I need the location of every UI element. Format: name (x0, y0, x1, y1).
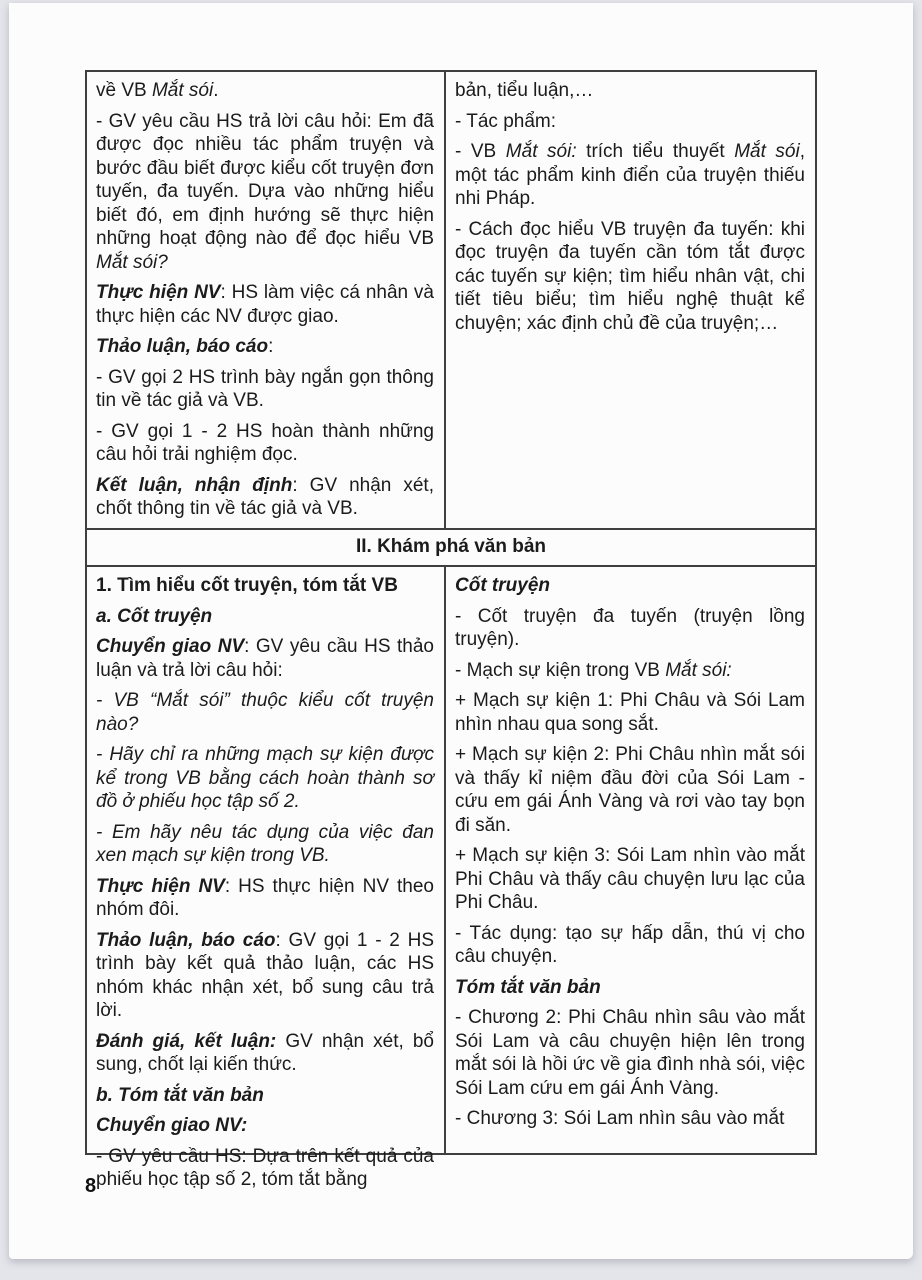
text-run: - Chương 2: Phi Châu nhìn sâu vào mắt Sói Lam và câu chuyện hiện lên trong mắt sói là hồi ức về gia đình nhà sói, việc Sói Lam cứu em gái Ánh Vàng. (455, 1007, 805, 1099)
paragraph (96, 1114, 434, 1138)
text-run: : GV yêu cầu HS thảo luận và trả lời câu hỏi: (96, 636, 434, 681)
paragraph (96, 110, 434, 275)
text-run: bản, tiểu luận,… (455, 80, 594, 101)
paragraph (455, 140, 805, 211)
paragraph (96, 635, 434, 682)
row2-expected-outcomes-cell (446, 567, 815, 1153)
paragraph (96, 689, 434, 736)
text-run: Mắt sói (151, 80, 214, 101)
text-run: - Tác phẩm: (455, 110, 557, 132)
text-run: - GV yêu cầu HS trả lời câu hỏi: Em đã được đọc nhiều tác phẩm truyện và bước đầu biết được kiểu cốt truyện đơn tuyến, đa tuyến. Dựa vào những hiểu biết đó, em định hướng sẽ thực hiện những hoạt động nào để đọc hiểu VB (96, 110, 434, 249)
text-run: : HS làm việc cá nhân và thực hiện các NV được giao. (96, 282, 434, 327)
text-run: Mắt sói: (665, 659, 732, 681)
text-run: - Mạch sự kiện trong VB (455, 659, 666, 681)
text-run: GV nhận xét, bổ sung, chốt lại kiến thức. (96, 1030, 434, 1075)
text-run: - VB “Mắt sói” thuộc kiểu cốt truyện nào? (96, 690, 434, 735)
paragraph (96, 1145, 434, 1192)
paragraph (96, 1084, 434, 1108)
text-run: . (213, 80, 219, 101)
text-run: Thực hiện NV (96, 875, 225, 897)
text-run: Tóm tắt văn bản (455, 976, 601, 998)
text-run: - VB (455, 141, 506, 162)
paragraph (455, 976, 805, 1000)
row1-expected-outcomes-cell (446, 72, 815, 528)
text-run: trích tiểu thuyết (576, 141, 735, 162)
paragraph (455, 605, 805, 652)
section-header: II. Khám phá văn bản (87, 528, 815, 567)
text-run: + Mạch sự kiện 1: Phi Châu và Sói Lam nhìn nhau qua song sắt. (455, 690, 805, 735)
paragraph (455, 574, 805, 598)
paragraph (96, 79, 434, 103)
paragraph (455, 743, 805, 837)
paragraph (96, 875, 434, 922)
text-run: Mắt sói (734, 141, 800, 162)
paragraph (96, 281, 434, 328)
paragraph (455, 689, 805, 736)
text-run: + Mạch sự kiện 3: Sói Lam nhìn vào mắt Phi Châu và thấy câu chuyện lưu lạc của Phi Châu. (455, 845, 805, 913)
paragraph (455, 1006, 805, 1100)
paragraph (455, 844, 805, 915)
text-run: Mắt sói? (96, 251, 168, 273)
text-run: Thực hiện NV (96, 282, 221, 303)
paragraph (455, 922, 805, 969)
text-run: Kết luận, nhận định (96, 474, 293, 496)
text-run: - GV gọi 1 - 2 HS hoàn thành những câu hỏi trải nghiệm đọc. (96, 420, 434, 465)
paragraph (455, 218, 805, 336)
text-run: : GV nhận xét, chốt thông tin về tác giả và VB. (96, 474, 434, 519)
text-run: về VB (96, 80, 152, 101)
text-run: : HS thực hiện NV theo nhóm đôi. (96, 875, 434, 920)
text-run: - Em hãy nêu tác dụng của việc đan xen mạch sự kiện trong VB. (96, 821, 434, 866)
paragraph (96, 605, 434, 629)
table-row (87, 567, 815, 1190)
paragraph (96, 420, 434, 467)
paragraph (96, 743, 434, 814)
text-run: Đánh giá, kết luận: (96, 1030, 277, 1052)
text-run: a. Cốt truyện (96, 605, 213, 627)
text-run: + Mạch sự kiện 2: Phi Châu nhìn mắt sói và thấy kỉ niệm đầu đời của Sói Lam - cứu em gái Ánh Vàng và rơi vào tay bọn đi săn. (455, 744, 805, 836)
text-run: Chuyển giao NV (96, 636, 245, 657)
text-run: Cốt truyện (455, 575, 550, 596)
text-run: 1. Tìm hiểu cốt truyện, tóm tắt VB (96, 575, 398, 596)
paragraph (96, 574, 434, 598)
paragraph (96, 366, 434, 413)
text-run: - Chương 3: Sói Lam nhìn sâu vào mắt (455, 1108, 785, 1129)
lesson-plan-table (85, 70, 817, 1190)
text-run: b. Tóm tắt văn bản (96, 1084, 264, 1106)
paragraph (455, 110, 805, 134)
text-run: : (268, 336, 274, 357)
text-run: Thảo luận, báo cáo (96, 929, 276, 951)
paragraph (455, 659, 805, 683)
text-run: Thảo luận, báo cáo (96, 336, 269, 357)
text-run: - Cách đọc hiểu VB truyện đa tuyến: khi đọc truyện đa tuyến cần tóm tắt được các tuyến sự kiện; tìm hiểu nhân vật, chi tiết tiêu biểu; tìm hiểu nghệ thuật kể chuyện; xác định chủ đề của truyện;… (455, 218, 805, 334)
paragraph (96, 1030, 434, 1077)
text-run: - GV yêu cầu HS: Dựa trên kết quả của phiếu học tập số 2, tóm tắt bằng (96, 1145, 434, 1190)
paragraph (96, 335, 434, 359)
text-run: - Cốt truyện đa tuyến (truyện lồng truyện). (455, 605, 805, 650)
document-page (9, 3, 913, 1259)
text-run: Chuyển giao NV: (96, 1115, 248, 1136)
text-run: Mắt sói: (505, 141, 577, 162)
text-run: - Hãy chỉ ra những mạch sự kiện được kể trong VB bằng cách hoàn thành sơ đồ ở phiếu học tập số 2. (96, 744, 434, 812)
paragraph (96, 821, 434, 868)
text-run: : GV gọi 1 - 2 HS trình bày kết quả thảo luận, các HS nhóm khác nhận xét, bổ sung câu trả lời. (96, 929, 434, 1021)
text-run: - Tác dụng: tạo sự hấp dẫn, thú vị cho câu chuyện. (455, 922, 805, 967)
paragraph (96, 929, 434, 1023)
text-run: - GV gọi 2 HS trình bày ngắn gọn thông tin về tác giả và VB. (96, 366, 434, 411)
paragraph (96, 474, 434, 521)
text-run: , một tác phẩm kinh điển của truyện thiếu nhi Pháp. (455, 141, 805, 209)
paragraph (455, 79, 805, 103)
table-row (87, 72, 815, 528)
row1-teacher-activities-cell (87, 72, 446, 528)
paragraph (455, 1107, 805, 1131)
page-number: 8 (85, 1175, 97, 1197)
row2-teacher-activities-cell (87, 567, 446, 1190)
